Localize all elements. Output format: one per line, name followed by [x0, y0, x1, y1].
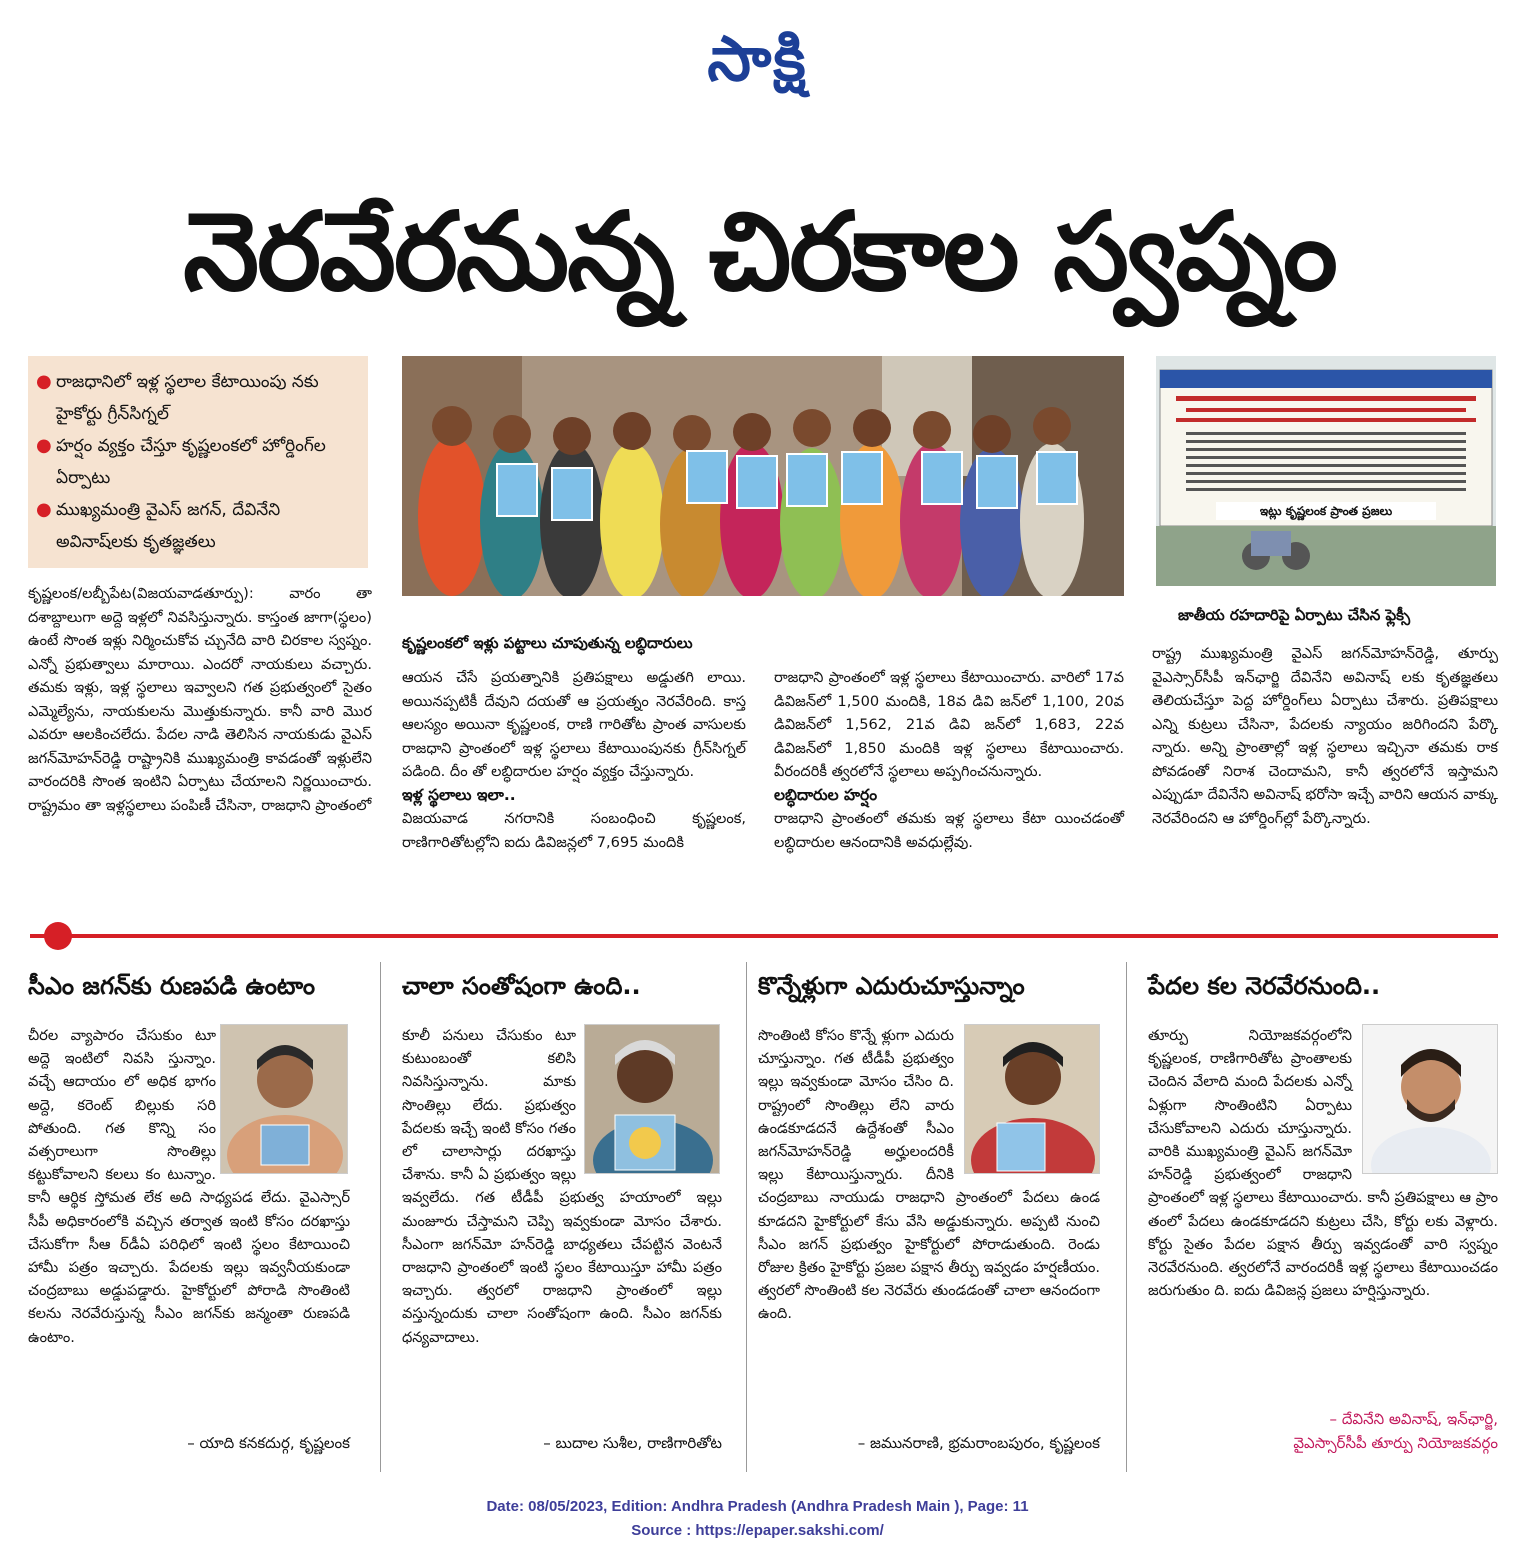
quote-title-4: పేదల కల నెరవేరనుంది.. — [1148, 972, 1381, 1000]
highlight-item: ● రాజధానిలో ఇళ్ల స్థలాల కేటాయింపు నకు హైకోర్టు గ్రీన్‌సిగ్నల్ — [36, 366, 358, 430]
footer-date-edition: Date: 08/05/2023, Edition: Andhra Pradesh (Andhra Pradesh Main ), Page: 11 — [486, 1498, 1029, 1515]
flexi-banner-photo — [1156, 356, 1496, 586]
flexi-banner-illustration — [1156, 356, 1496, 586]
highlights-box — [28, 356, 368, 568]
quote-attribution-3: – జమునరాణి, భ్రమరాంబపురం, కృష్ణలంక — [857, 1434, 1100, 1452]
quote-attribution-1: – యాది కనకదుర్గ, కృష్ణలంక — [187, 1434, 350, 1452]
quote-title-3: కొన్నేళ్లుగా ఎదురుచూస్తున్నాం — [758, 972, 1025, 1000]
story-column-4: రాష్ట్ర ముఖ్యమంత్రి వైఎస్‌ జగన్‌మోహన్‌రెడ్డి, తూర్పు వైఎస్సార్‌సీపీ ఇన్‌ఛార్జి దేవినేని అవినాష్‌ లకు కృతజ్ఞతలు తెలియచేస్తూ పెద్ద హోర్డింగ్‌లు ఏర్పాటు చేశారు. ప్రతిపక్షాలు ఎన్ని కుట్రలు చేసినా, పేదలకు న్యాయం జరిగిందని పేర్కొ న్నారు. అన్ని ప్రాంతాల్లో ఇళ్ల స్థలాలు ఇచ్చినా తమకు రాక పోవడంతో నిరాశ చెందామని, కానీ త్వరలోనే ఇస్తామని ఎప్పుడూ దేవినేని అవినాష్‌ భరోసా ఇచ్చే వారిని ఆయన వాక్కు నెరవేరిందని ఆ హోర్డింగ్‌ల్లో పేర్కొన్నారు. — [1152, 645, 1498, 827]
story-column-1: కృష్ణలంక/లబ్బీపేట(విజయవాడతూర్పు): వారం తా దశాబ్దాలుగా అద్దె ఇళ్లలో నివసిస్తున్నారు. కాస్తంత జాగా(స్థలం) ఉంటే సొంత ఇళ్లు నిర్మించుకోవ చ్చునేది వారి చిరకాల స్వప్నం. ఎన్నో ప్రభుత్వాలు మారాయి. ఎందరో నాయకులు వచ్చారు. తమకు ఇళ్లు, ఇళ్ల స్థలాలు ఇవ్వాలని గత ప్రభుత్వంలో సైతం ఎమ్మెల్యేను, నాయకులను మొత్తుకున్నారు. కానీ వారి మొర ఎవరూ ఆలకించలేదు. పేదల నాడి తెలిసిన నాయకుడు వైఎస్‌ జగన్‌మోహన్‌రెడ్డి రాష్ట్రానికి ముఖ్యమంత్రి కావడంతో ఇళ్లులేని వారందరికి సొంత ఇంటిని ఏర్పాటు చేయాలని నిర్ణయించారు. రాష్ట్రమం తా ఇళ్లస్థలాలు పంపిణీ చేసినా, రాజధాని ప్రాంతంలో — [28, 585, 372, 814]
photo-wrap-space — [216, 1024, 350, 1176]
page-headline: నెరవేరనున్న చిరకాల స్వప్నం — [183, 190, 1336, 315]
photo-wrap-space — [1352, 1024, 1498, 1176]
divider-dot-icon — [44, 922, 72, 950]
column-rule — [746, 962, 747, 1472]
quote-text-1: చీరల వ్యాపారం చేసుకుం టూ అద్దె ఇంటిలో నివసి స్తున్నాం. వచ్చే ఆదాయం లో అధిక భాగం అద్దె, కరెంట్‌ బిల్లుకు సరి పోతుంది. గత కొన్ని సం వత్సరాలుగా సొంతిల్లు కట్టుకోవాలని కలలు కం టున్నాం. కానీ ఆర్థిక స్తోమత లేక అది సాధ్యపడ లేదు. వైఎస్సార్‌ సీపీ అధికారంలోకి వచ్చిన తర్వాత ఇంటి కోసం దరఖాస్తు చేసుకోగా సీఆ ర్‌డీఏ పరిధిలో ఇంటి స్థలం కేటాయించి హామీ పత్రం ఇచ్చారు. పేదలకు ఇల్లు ఇవ్వనీయకుండా చంద్రబాబు అడ్డుపడ్డారు. హైకోర్టులో పోరాడి సొంతింటి కలను నెరవేరుస్తున్న సీఎం జగన్‌కు జన్మంతా రుణపడి ఉంటాం. — [28, 1024, 350, 1349]
column-rule — [1126, 962, 1127, 1472]
beneficiaries-illustration — [402, 356, 1124, 596]
quote-text-4: తూర్పు నియోజకవర్గంలోని కృష్ణలంక, రాణిగారితోట ప్రాంతాలకు చెందిన వేలాది మంది పేదలకు ఎన్నో ఏళ్లుగా సొంతింటిని ఏర్పాటు చేసుకోవాలని ఎదురు చూస్తున్నారు. వారికి ముఖ్యమంత్రి వైఎస్‌ జగన్‌మో హన్‌రెడ్డి ప్రభుత్వంలో రాజధాని ప్రాంతంలో ఇళ్ల స్థలాలు కేటాయించారు. కానీ ప్రతిపక్షాలు ఆ ప్రాం తంలో పేదలు ఉండకూడదని కుట్రలు చేసి, కోర్టు లకు వెళ్లారు. కోర్టు సైతం పేదల పక్షాన తీర్పు ఇవ్వడంతో వారి స్వప్నం నెరవేరనుంది. త్వరలోనే వారందరికీ ఇళ్ల స్థలాలు కేటాయించడం జరుగుతుం ది. ఐదు డివిజన్ల ప్రజలు హర్షిస్తున్నారు. — [1148, 1024, 1498, 1302]
photo-wrap-space — [954, 1024, 1100, 1176]
flexi-photo-caption: జాతీయ రహదారిపై ఏర్పాటు చేసిన ఫ్లెక్సీ — [1178, 606, 1411, 624]
section-divider — [30, 934, 1498, 938]
bullet-icon: ● — [36, 435, 52, 456]
highlight-item: ● ముఖ్యమంత్రి వైఎస్‌ జగన్, దేవినేని అవినాష్‌లకు కృతజ్ఞతలు — [36, 494, 358, 558]
story-column-2: ఆయన చేసే ప్రయత్నానికి ప్రతిపక్షాలు అడ్డుతగి లాయి. అయినప్పటికీ దేవుని దయతో ఆ ప్రయత్నం నెరవేరింది. కాస్త ఆలస్యం అయినా కృష్ణలంక, రాణి గారితోట ప్రాంత వాసులకు రాజధాని ప్రాంతంలో ఇళ్ల స్థలాలు కేటాయింపునకు గ్రీన్‌సిగ్నల్‌ పడింది. దీం తో లబ్ధిదారుల హర్షం వ్యక్తం చేస్తున్నారు. ఇళ్ల స్థలాలు ఇలా.. విజయవాడ నగరానికి సంబంధించి కృష్ణలంక, రాణిగారితోటల్లోని ఐదు డివిజన్లలో 7,695 మందికి — [402, 669, 746, 851]
bullet-icon: ● — [36, 499, 52, 520]
column-rule — [380, 962, 381, 1472]
footer-source: Source : https://epaper.sakshi.com/ — [631, 1522, 884, 1539]
main-photo-caption: కృష్ణలంకలో ఇళ్లు పట్టాలు చూపుతున్న లబ్ధిదారులు — [402, 634, 693, 652]
flexi-banner-signoff: ఇట్లు కృష్ణలంక ప్రాంత ప్రజలు — [1259, 504, 1393, 518]
quote-title-2: చాలా సంతోషంగా ఉంది.. — [402, 972, 641, 1000]
highlight-item: ● హర్షం వ్యక్తం చేస్తూ కృష్ణలంకలో హోర్డింగ్‌ల ఏర్పాటు — [36, 430, 358, 494]
quote-attribution-4-role: వైఎస్సార్‌సీపీ తూర్పు నియోజకవర్గం — [1293, 1434, 1498, 1452]
subhead-housing-sites: ఇళ్ల స్థలాలు ఇలా.. — [402, 785, 516, 804]
quote-attribution-2: – బుదాల సుశీల, రాణిగారితోట — [543, 1434, 722, 1452]
quote-text-2: కూలీ పనులు చేసుకుం టూ కుటుంబంతో కలిసి నివసిస్తున్నాను. మాకు సొంతిల్లు లేదు. ప్రభుత్వం పేదలకు ఇచ్చే ఇంటి కోసం గతం లో చాలాసార్లు దరఖాస్తు చేశాను. కానీ ఏ ప్రభుత్వం ఇల్లు ఇవ్వలేదు. గత టీడీపీ ప్రభుత్వ హయాంలో ఇల్లు మంజూరు చేస్తామని చెప్పి ఇవ్వకుండా మోసం చేశారు. సీఎంగా జగన్‌మో హన్‌రెడ్డి బాధ్యతలు చేపట్టిన వెంటనే రాజధాని ప్రాంతంలో ఇంటి స్థలం కేటాయిస్తూ హామీ పత్రం ఇచ్చారు. త్వరలో రాజధాని ప్రాంతంలో ఇల్లు వస్తున్నందుకు చాలా సంతోషంగా ఉంది. సీఎం జగన్‌కు ధన్యవాదాలు. — [402, 1024, 722, 1349]
newspaper-masthead — [0, 22, 1515, 110]
masthead-logo-text: సాక్షి — [707, 22, 808, 95]
story-column-3: రాజధాని ప్రాంతంలో ఇళ్ల స్థలాలు కేటాయించారు. వారిలో 17వ డివిజన్‌లో 1,500 మందికి, 18వ డివి జన్‌లో 1,100, 20వ డివిజన్‌లో 1,562, 21వ డివి జన్‌లో 1,683, 22వ డివిజన్‌లో 1,850 మందికి ఇళ్ల స్థలాలు కేటాయించారు. వీరందరికీ త్వరలోనే స్థలాలు అప్పగించనున్నారు. లబ్ధిదారుల హర్షం రాజధాని ప్రాంతంలో తమకు ఇళ్ల స్థలాలు కేటా యించడంతో లబ్ధిదారుల ఆనందానికి అవధుల్లేవు. — [774, 669, 1124, 851]
beneficiaries-photo — [402, 356, 1124, 596]
bullet-icon: ● — [36, 371, 52, 392]
photo-wrap-space — [576, 1024, 722, 1176]
quote-text-3: సొంతింటి కోసం కొన్నే ళ్లుగా ఎదురు చూస్తున్నాం. గత టీడీపీ ప్రభుత్వం ఇల్లు ఇవ్వకుండా మోసం చేసిం ది. రాష్ట్రంలో సొంతిల్లు లేని వారు ఉండకూడదనే ఉద్దేశంతో సీఎం జగన్‌మోహన్‌రెడ్డి అర్హులందరికీ ఇల్లు కేటాయిస్తున్నారు. దీనికి చంద్రబాబు నాయుడు రాజధాని ప్రాంతంలో పేదలు ఉండ కూడదని హైకోర్టులో కేసు వేసి అడ్డుకున్నారు. అప్పటి నుంచి సీఎం జగన్‌ ప్రభుత్వం హైకోర్టులో పోరాడుతుంది. రెండు రోజుల క్రితం హైకోర్టు ప్రజల పక్షాన తీర్పు ఇవ్వడం హర్షణీయం. త్వరలో సొంతింటి కల నెరవేరు తుండడంతో చాలా ఆనందంగా ఉంది. — [758, 1024, 1100, 1326]
quote-title-1: సీఎం జగన్‌కు రుణపడి ఉంటాం — [28, 972, 316, 1000]
subhead-beneficiaries-joy: లబ్ధిదారుల హర్షం — [774, 785, 878, 804]
quote-attribution-4: – దేవినేని అవినాష్, ఇన్‌ఛార్జి, — [1329, 1410, 1498, 1428]
